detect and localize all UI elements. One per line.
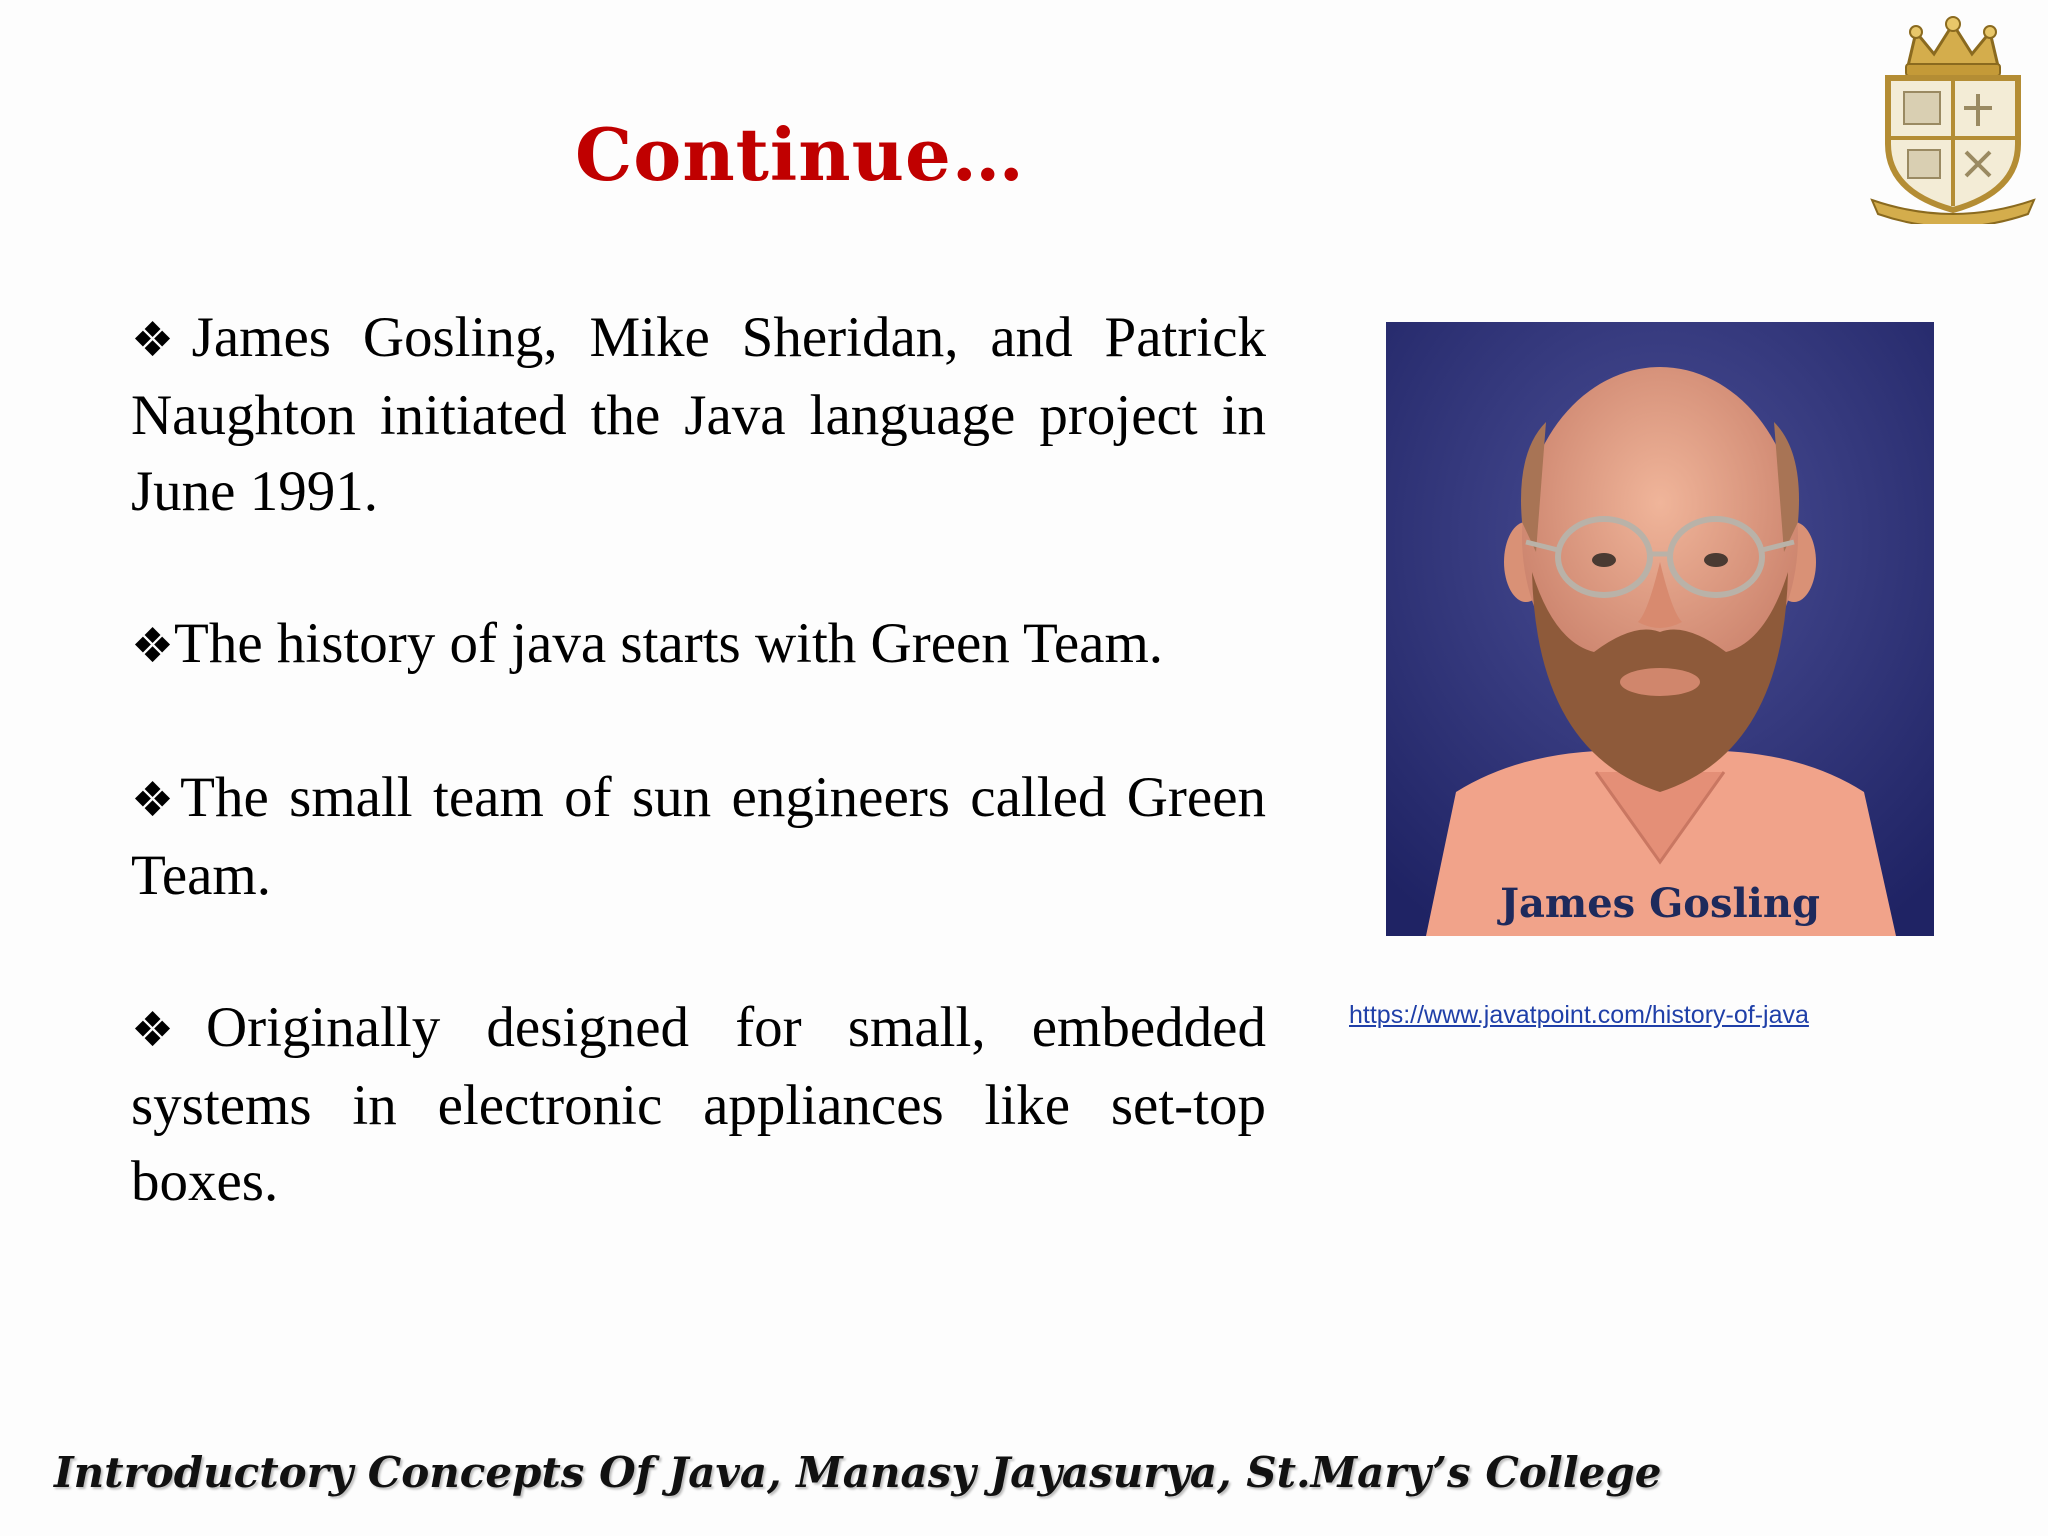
slide-footer: Introductory Concepts Of Java, Manasy Jayasurya, St.Mary’s College <box>54 1448 1662 1497</box>
bullet-text: The history of java starts with Green Team. <box>174 612 1164 675</box>
bullet-item <box>131 300 1266 530</box>
bullet-item <box>131 606 1266 684</box>
diamond-bullet-icon: ❖ <box>131 312 192 368</box>
bullet-list <box>131 300 1266 1296</box>
source-link[interactable]: https://www.javatpoint.com/history-of-java <box>1349 1001 1809 1029</box>
bullet-item <box>131 990 1266 1220</box>
photo-caption: James Gosling <box>1500 880 1820 927</box>
slide-title: Continue… <box>575 112 1025 197</box>
bullet-item <box>131 760 1266 914</box>
james-gosling-photo <box>1386 322 1934 936</box>
bullet-text: Originally designed for small, embedded systems in electronic appliances like set-top boxes. <box>131 996 1266 1213</box>
diamond-bullet-icon: ❖ <box>131 1002 206 1058</box>
diamond-bullet-icon: ❖ <box>131 772 181 828</box>
bullet-text: James Gosling, Mike Sheridan, and Patrick Naughton initiated the Java language project in June 1991. <box>131 306 1266 523</box>
bullet-text: The small team of sun engineers called Green Team. <box>131 766 1266 907</box>
college-crest-logo <box>1868 14 2038 224</box>
diamond-bullet-icon: ❖ <box>131 618 175 674</box>
